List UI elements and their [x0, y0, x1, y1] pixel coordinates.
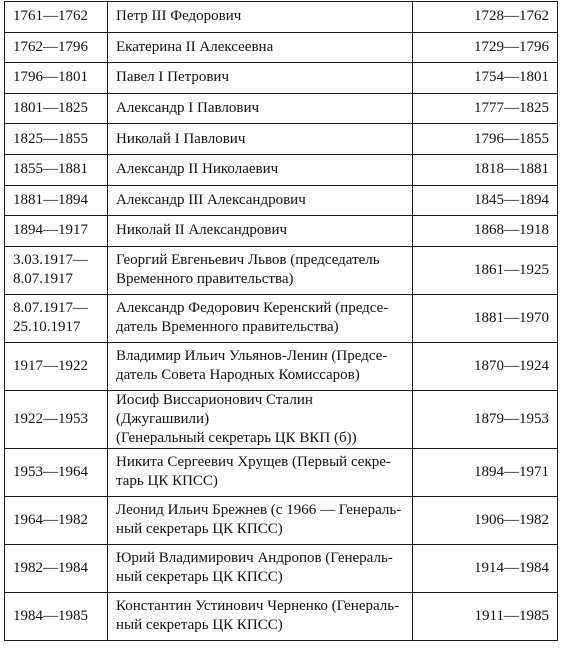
- ruler-name-line2: тарь ЦК КПСС): [116, 473, 218, 490]
- ruler-name: Павел I Петрович: [108, 63, 413, 94]
- ruler-name-line2: ный секретарь ЦК КПСС): [116, 521, 283, 538]
- reign-period: 1881—1894: [5, 185, 108, 216]
- table-row: [5, 342, 558, 390]
- life-years: 1894—1971: [413, 448, 558, 496]
- life-years: 1845—1894: [413, 185, 558, 216]
- ruler-name-line1: Иосиф Виссарионович Сталин (Джугашвили): [116, 391, 313, 427]
- ruler-name: Петр III Федорович: [108, 2, 413, 33]
- ruler-name: [108, 496, 413, 544]
- ruler-name: [108, 294, 413, 342]
- table-row: [5, 496, 558, 544]
- reign-period-end: 25.10.1917: [13, 319, 81, 336]
- ruler-name-line2: ный секретарь ЦК КПСС): [116, 617, 283, 634]
- life-years: 1728—1762: [413, 2, 558, 33]
- ruler-name: [108, 544, 413, 592]
- ruler-name: Александр I Павлович: [108, 93, 413, 124]
- life-years: 1870—1924: [413, 342, 558, 390]
- ruler-name-line1: Константин Устинович Черненко (Генераль-: [116, 598, 400, 615]
- table-row: [5, 448, 558, 496]
- table-row: [5, 592, 558, 640]
- reign-period: 1984—1985: [5, 592, 108, 640]
- reign-period: 1894—1917: [5, 216, 108, 247]
- ruler-name: [108, 246, 413, 294]
- table-row: [5, 246, 558, 294]
- ruler-name: [108, 342, 413, 390]
- table-row: [5, 216, 558, 247]
- life-years: 1906—1982: [413, 496, 558, 544]
- ruler-name-line2: ный секретарь ЦК КПСС): [116, 569, 283, 586]
- ruler-name: Николай II Александрович: [108, 216, 413, 247]
- ruler-name: Николай I Павлович: [108, 124, 413, 155]
- reign-period: 1855—1881: [5, 154, 108, 185]
- rulers-table: [4, 1, 558, 641]
- table-row: [5, 32, 558, 63]
- ruler-name: [108, 390, 413, 448]
- ruler-name: [108, 448, 413, 496]
- life-years: 1881—1970: [413, 294, 558, 342]
- reign-period: 1825—1855: [5, 124, 108, 155]
- table-row: [5, 2, 558, 33]
- reign-period-start: 3.03.1917—: [13, 252, 88, 269]
- reign-period: [5, 246, 108, 294]
- reign-period: 1922—1953: [5, 390, 108, 448]
- reign-period: 1964—1982: [5, 496, 108, 544]
- reign-period: 1917—1922: [5, 342, 108, 390]
- life-years: 1879—1953: [413, 390, 558, 448]
- table-row: [5, 185, 558, 216]
- reign-period: 1762—1796: [5, 32, 108, 63]
- ruler-name: Екатерина II Алексеевна: [108, 32, 413, 63]
- ruler-name-line2: (Генеральный секретарь ЦК ВКП (б)): [116, 429, 357, 446]
- table-row: [5, 154, 558, 185]
- life-years: 1796—1855: [413, 124, 558, 155]
- table-row: [5, 390, 558, 448]
- ruler-name-line1: Георгий Евгеньевич Львов (председатель: [116, 252, 380, 269]
- life-years: 1861—1925: [413, 246, 558, 294]
- life-years: 1729—1796: [413, 32, 558, 63]
- table-row: [5, 544, 558, 592]
- reign-period: [5, 294, 108, 342]
- life-years: 1868—1918: [413, 216, 558, 247]
- reign-period: 1801—1825: [5, 93, 108, 124]
- ruler-name-line1: Александр Федорович Керенский (предсе-: [116, 300, 389, 317]
- reign-period: 1761—1762: [5, 2, 108, 33]
- life-years: 1777—1825: [413, 93, 558, 124]
- table-row: [5, 63, 558, 94]
- life-years: 1818—1881: [413, 154, 558, 185]
- ruler-name: Александр III Александрович: [108, 185, 413, 216]
- ruler-name-line2: датель Совета Народных Комиссаров): [116, 367, 360, 384]
- table-row: [5, 124, 558, 155]
- reign-period: 1953—1964: [5, 448, 108, 496]
- ruler-name-line1: Юрий Владимирович Андропов (Генераль-: [116, 550, 393, 567]
- life-years: 1914—1984: [413, 544, 558, 592]
- ruler-name-line2: Временного правительства): [116, 271, 294, 288]
- ruler-name: [108, 592, 413, 640]
- life-years: 1754—1801: [413, 63, 558, 94]
- table-row: [5, 294, 558, 342]
- ruler-name-line2: датель Временного правительства): [116, 319, 339, 336]
- life-years: 1911—1985: [413, 592, 558, 640]
- reign-period: 1982—1984: [5, 544, 108, 592]
- reign-period: 1796—1801: [5, 63, 108, 94]
- reign-period-end: 8.07.1917: [13, 271, 73, 288]
- ruler-name-line1: Леонид Ильич Брежнев (с 1966 — Генераль-: [116, 502, 402, 519]
- table-row: [5, 93, 558, 124]
- ruler-name-line1: Владимир Ильич Ульянов-Ленин (Предсе-: [116, 348, 388, 365]
- reign-period-start: 8.07.1917—: [13, 300, 88, 317]
- ruler-name: Александр II Николаевич: [108, 154, 413, 185]
- ruler-name-line1: Никита Сергеевич Хрущев (Первый секре-: [116, 454, 391, 471]
